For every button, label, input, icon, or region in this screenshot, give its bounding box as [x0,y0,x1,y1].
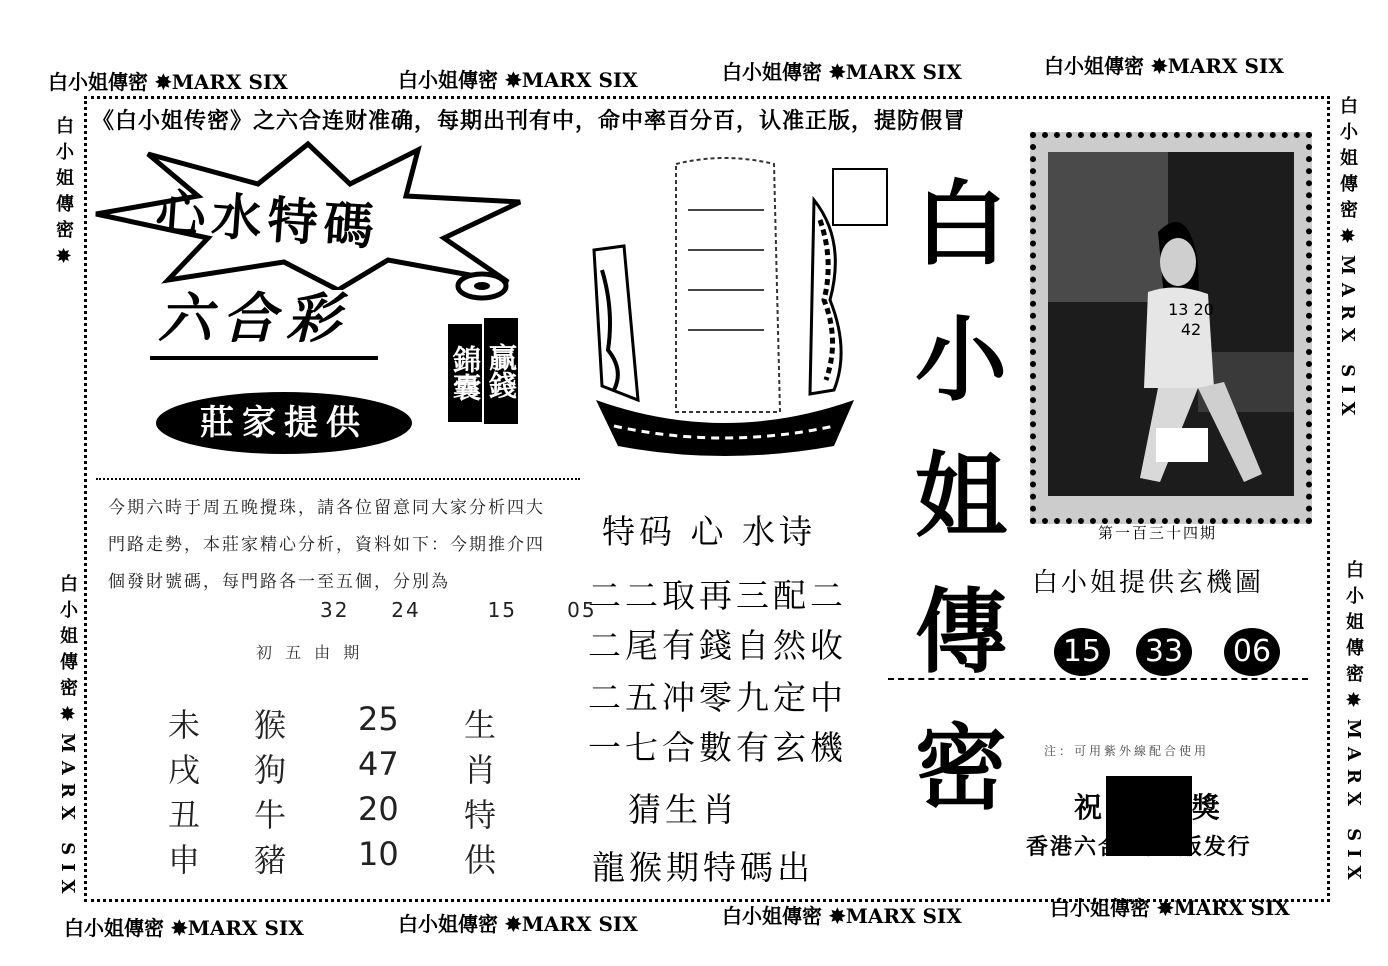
vertical-brand-text: 白小姐傳密 [53,116,74,246]
brand-en-label: MARX SIX [1167,54,1284,78]
issue-caption: 第一百三十四期 [1098,524,1218,542]
left-vertical-label-bottom [54,574,80,901]
vertical-brand-en: MARX SIX [1343,719,1364,888]
poem-title: 特码 心 水诗 [602,512,816,551]
zodiac-row [168,700,528,745]
brand-cn-label: 白小姐傳密 [722,904,822,928]
stamp-box [832,168,888,226]
star-icon: ✸ [1156,896,1174,920]
number-item: 32 [320,598,350,622]
zodiac-number: 47 [358,745,399,783]
coin-icon [454,268,510,304]
vertical-brand-en: MARX SIX [57,733,78,902]
zodiac-tag: 肖 [464,751,497,789]
title-char: 密 [914,714,1007,822]
zodiac-tag: 特 [464,796,497,834]
star-icon: ✸ [504,912,522,936]
number-item: 15 [487,598,518,622]
brand-en-label: MARX SIX [1173,896,1290,920]
divider [150,356,378,360]
badge-win-money: 贏錢 [484,318,518,424]
zodiac-branch: 申 [168,841,201,879]
header-line: 《白小姐传密》之六合连财准确，每期出刊有中，命中率百分百，认准正版，提防假冒 [92,108,967,134]
brand-en-label: MARX SIX [845,60,962,84]
vertical-brand-en: MARX SIX [1337,255,1358,424]
title-char: 白 [914,170,1007,278]
zodiac-animal: 牛 [254,796,287,834]
star-icon: ✸ [57,704,78,733]
star-icon: ✸ [170,916,188,940]
left-vertical-label-top [50,116,76,275]
zodiac-row [168,745,528,790]
zodiac-number: 25 [358,700,399,738]
zodiac-branch: 未 [168,706,201,744]
zodiac-branch: 戌 [168,751,201,789]
lottery-ball: 15 [1054,628,1110,676]
brand-cn-label: 白小姐傳密 [722,60,822,84]
zodiac-animal: 猴 [254,706,287,744]
number-item: 24 [391,598,421,622]
top-border-strip-3 [722,56,962,85]
top-border-strip [48,66,288,95]
provides-label: 白小姐提供玄機圖 [1032,568,1265,598]
poem-line-6: 龍猴期特碼出 [592,848,814,887]
right-vertical-label-top [1334,96,1360,423]
zodiac-animal: 豬 [254,841,287,879]
vertical-brand-text: 白小姐傳密 [1337,96,1358,226]
zodiac-tag: 生 [464,706,497,744]
star-icon: ✸ [1343,690,1364,719]
poem-line-4: 一七合數有玄機 [588,728,847,767]
vertical-brand-text: 白小姐傳密 [1343,560,1364,690]
badge-brocade-bag: 錦囊 [448,324,482,422]
uv-note: 注：可用紫外線配合使用 [1044,744,1210,758]
poem-line-5: 猜生肖 [628,790,739,829]
zodiac-branch: 丑 [168,796,201,834]
brand-cn-label: 白小姐傳密 [64,916,164,940]
brand-cn-label: 白小姐傳密 [398,912,498,936]
lottery-ball: 33 [1136,628,1192,676]
brand-en-label: MARX SIX [521,68,638,92]
title-char: 傳 [914,578,1007,686]
bottom-border-strip-2 [398,908,638,937]
brand-en-label: MARX SIX [187,916,304,940]
burst-title: 心水特碼 [153,182,382,257]
brand-cn-label: 白小姐傳密 [48,70,148,94]
poem-line-1: 二二取再三配二 [588,576,847,615]
zodiac-tag: 供 [464,841,497,879]
photo-image [1048,152,1294,496]
zodiac-row [168,835,528,880]
zodiac-row [168,790,528,835]
brand-cn-label: 白小姐傳密 [398,68,498,92]
title-char: 小 [914,306,1007,414]
star-icon: ✸ [154,70,172,94]
zodiac-table [168,700,528,880]
star-icon: ✸ [828,904,846,928]
star-icon: ✸ [1150,54,1168,78]
poem-line-3: 二五冲零九定中 [588,678,847,717]
title-char: 姐 [914,442,1007,550]
subtitle: 六合彩 [158,286,350,350]
brand-en-label: MARX SIX [171,70,288,94]
vertical-brand-text: 白小姐傳密 [57,574,78,704]
small-caption: 初 五 由 期 [256,643,364,662]
zodiac-number: 10 [358,835,399,873]
zodiac-number: 20 [358,790,399,828]
brand-en-label: MARX SIX [845,904,962,928]
number-list [320,598,597,622]
zodiac-animal: 狗 [254,751,287,789]
paragraph-rule [96,478,580,480]
big-vertical-title [906,156,1016,836]
top-border-strip-4 [1044,50,1284,79]
bottom-border-strip [64,912,304,941]
boat-illustration [584,150,864,462]
star-icon: ✸ [1337,226,1358,255]
right-vertical-label-bottom [1340,560,1366,887]
right-divider [888,678,1308,680]
star-icon: ✸ [504,68,522,92]
top-border-strip-2 [398,64,638,93]
number-item: 05 [567,598,597,622]
star-icon: ✸ [53,246,74,275]
brand-cn-label: 白小姐傳密 [1050,896,1150,920]
wish-text: 祝 期中獎 [1074,791,1226,824]
photo-frame [1030,132,1312,524]
intro-paragraph: 今期六時于周五晚攪珠，請各位留意同大家分析四大門路走勢，本莊家精心分析，資料如下：今期推介四個發財號碼，每門路各一至五個，分別為 [108,498,545,592]
brand-en-label: MARX SIX [521,912,638,936]
bottom-border-strip-3 [722,900,962,929]
brand-cn-label: 白小姐傳密 [1044,54,1144,78]
lottery-ball: 06 [1224,628,1280,676]
poem-line-2: 二尾有錢自然收 [588,626,847,665]
star-icon: ✸ [828,60,846,84]
provider-pill: 莊家提供 [156,392,412,454]
photo-numbers: 13 20 42 [1168,300,1214,339]
publisher-text: 香港六合 司出版发行 [1026,834,1252,860]
